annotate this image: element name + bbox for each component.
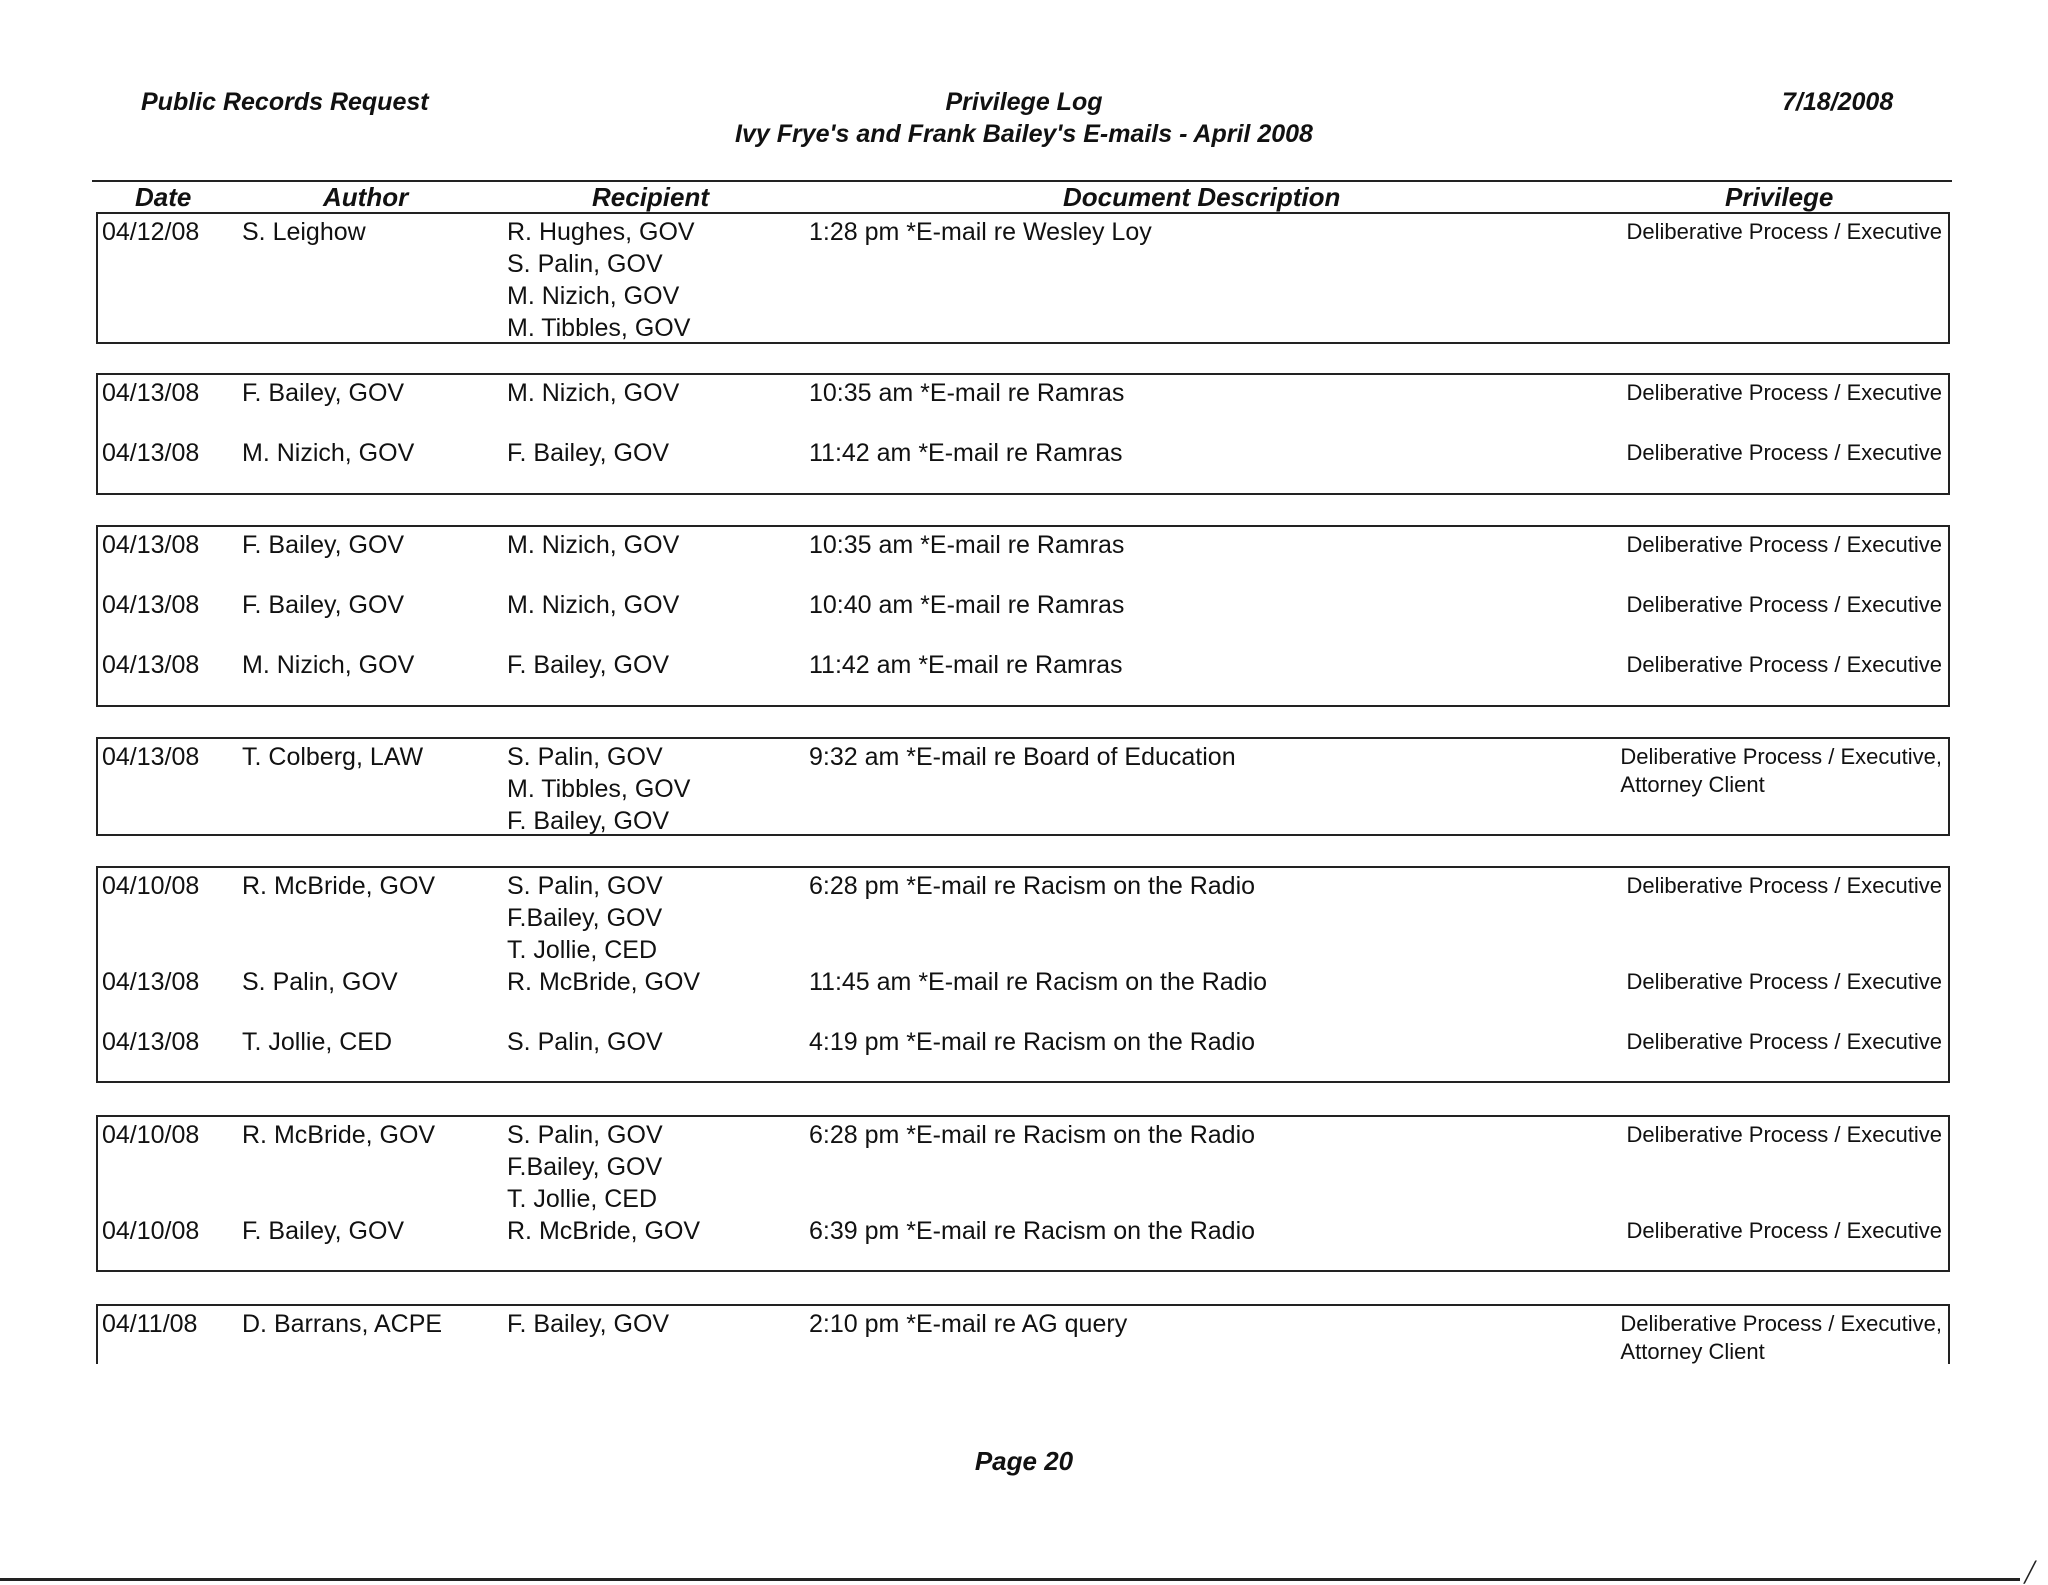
entry-date: 04/13/08 [102, 439, 200, 467]
entry-privilege [1627, 872, 1942, 900]
entry-author: F. Bailey, GOV [242, 379, 405, 407]
log-group [96, 212, 1950, 344]
recipient-name: T. Jollie, CED [507, 1185, 658, 1213]
recipient-name: R. McBride, GOV [507, 968, 701, 996]
recipient-name: M. Nizich, GOV [507, 591, 680, 619]
privilege-text: Attorney Client [1620, 772, 1765, 797]
entry-date: 04/10/08 [102, 1121, 200, 1149]
privilege-text: Deliberative Process / Executive [1626, 969, 1942, 994]
header-title: Privilege Log [945, 88, 1103, 116]
recipient-name: M. Nizich, GOV [507, 531, 680, 559]
entry-date: 04/10/08 [102, 1217, 200, 1245]
entry-description: 6:28 pm *E-mail re Racism on the Radio [809, 1121, 1256, 1149]
entry-author: F. Bailey, GOV [242, 531, 405, 559]
entry-date: 04/13/08 [102, 968, 200, 996]
entry-privilege [1620, 1310, 1942, 1366]
log-group [96, 1304, 1950, 1364]
entry-privilege [1627, 531, 1942, 559]
entry-author: T. Colberg, LAW [242, 743, 424, 771]
entry-date: 04/11/08 [102, 1310, 198, 1338]
entry-recipients [507, 1308, 669, 1340]
entry-recipients [507, 741, 690, 837]
privilege-text: Deliberative Process / Executive [1626, 873, 1942, 898]
entry-recipients [507, 377, 679, 409]
recipient-name: F. Bailey, GOV [507, 807, 670, 835]
entry-date: 04/13/08 [102, 651, 200, 679]
entry-date: 04/12/08 [102, 218, 200, 246]
entry-recipients [507, 437, 669, 469]
recipient-name: F. Bailey, GOV [507, 1310, 670, 1338]
entry-date: 04/13/08 [102, 531, 200, 559]
entry-privilege [1627, 1028, 1942, 1056]
recipient-name: S. Palin, GOV [507, 1028, 663, 1056]
entry-privilege [1627, 1121, 1942, 1149]
entry-date: 04/10/08 [102, 872, 200, 900]
recipient-name: R. McBride, GOV [507, 1217, 701, 1245]
entry-author: F. Bailey, GOV [242, 1217, 405, 1245]
entry-date: 04/13/08 [102, 743, 200, 771]
entry-description: 11:42 am *E-mail re Ramras [809, 651, 1123, 679]
entry-description: 9:32 am *E-mail re Board of Education [809, 743, 1236, 771]
entry-description: 6:39 pm *E-mail re Racism on the Radio [809, 1217, 1256, 1245]
privilege-text: Deliberative Process / Executive, [1620, 1311, 1942, 1336]
recipient-name: F. Bailey, GOV [507, 651, 670, 679]
entry-recipients [507, 870, 663, 966]
column-header-author: Author [323, 182, 409, 212]
recipient-name: R. Hughes, GOV [507, 218, 695, 246]
entry-date: 04/13/08 [102, 379, 200, 407]
privilege-text: Deliberative Process / Executive [1626, 380, 1942, 405]
log-group [96, 866, 1950, 1083]
entry-privilege [1620, 743, 1942, 799]
entry-author: M. Nizich, GOV [242, 439, 415, 467]
recipient-name: M. Nizich, GOV [507, 379, 680, 407]
entry-privilege [1627, 1217, 1942, 1245]
entry-recipients [507, 1119, 663, 1215]
privilege-text: Deliberative Process / Executive [1626, 1122, 1942, 1147]
entry-privilege [1627, 379, 1942, 407]
column-header-description: Document Description [1063, 182, 1341, 212]
entry-recipients [507, 1026, 663, 1058]
recipient-name: M. Tibbles, GOV [507, 314, 691, 342]
privilege-text: Deliberative Process / Executive [1626, 440, 1942, 465]
entry-author: T. Jollie, CED [242, 1028, 393, 1056]
entry-description: 4:19 pm *E-mail re Racism on the Radio [809, 1028, 1256, 1056]
log-group [96, 525, 1950, 707]
log-group [96, 1115, 1950, 1272]
recipient-name: F.Bailey, GOV [507, 904, 663, 932]
privilege-text: Deliberative Process / Executive [1626, 1218, 1942, 1243]
entry-description: 10:40 am *E-mail re Ramras [809, 591, 1125, 619]
privilege-text: Deliberative Process / Executive [1626, 1029, 1942, 1054]
column-header-privilege: Privilege [1725, 182, 1834, 212]
entry-description: 6:28 pm *E-mail re Racism on the Radio [809, 872, 1256, 900]
page-bottom-rule [0, 1578, 2020, 1581]
privilege-text: Deliberative Process / Executive [1626, 532, 1942, 557]
entry-recipients [507, 529, 679, 561]
recipient-name: S. Palin, GOV [507, 743, 663, 771]
page-number: Page 20 [974, 1446, 1074, 1476]
entry-author: S. Leighow [242, 218, 366, 246]
entry-recipients [507, 216, 695, 344]
privilege-text: Deliberative Process / Executive [1626, 652, 1942, 677]
header-subtitle: Ivy Frye's and Frank Bailey's E-mails - April 2008 [735, 120, 1313, 148]
entry-recipients [507, 1215, 700, 1247]
entry-description: 2:10 pm *E-mail re AG query [809, 1310, 1128, 1338]
entry-description: 11:42 am *E-mail re Ramras [809, 439, 1123, 467]
column-header-date: Date [135, 182, 192, 212]
entry-author: R. McBride, GOV [242, 1121, 436, 1149]
privilege-text: Deliberative Process / Executive [1626, 219, 1942, 244]
entry-privilege [1627, 218, 1942, 246]
recipient-name: F. Bailey, GOV [507, 439, 670, 467]
recipient-name: S. Palin, GOV [507, 872, 663, 900]
entry-author: F. Bailey, GOV [242, 591, 405, 619]
recipient-name: S. Palin, GOV [507, 250, 663, 278]
entry-privilege [1627, 651, 1942, 679]
privilege-text: Attorney Client [1620, 1339, 1765, 1364]
column-header-recipient: Recipient [592, 182, 710, 212]
entry-recipients [507, 649, 669, 681]
recipient-name: F.Bailey, GOV [507, 1153, 663, 1181]
privilege-text: Deliberative Process / Executive [1626, 592, 1942, 617]
entry-privilege [1627, 591, 1942, 619]
entry-recipients [507, 589, 679, 621]
header-date: 7/18/2008 [1782, 88, 1894, 116]
recipient-name: M. Tibbles, GOV [507, 775, 691, 803]
entry-date: 04/13/08 [102, 591, 200, 619]
entry-description: 11:45 am *E-mail re Racism on the Radio [809, 968, 1268, 996]
recipient-name: T. Jollie, CED [507, 936, 658, 964]
entry-author: S. Palin, GOV [242, 968, 398, 996]
entry-author: R. McBride, GOV [242, 872, 436, 900]
entry-description: 1:28 pm *E-mail re Wesley Loy [809, 218, 1152, 246]
recipient-name: S. Palin, GOV [507, 1121, 663, 1149]
entry-author: M. Nizich, GOV [242, 651, 415, 679]
entry-description: 10:35 am *E-mail re Ramras [809, 531, 1125, 559]
entry-description: 10:35 am *E-mail re Ramras [809, 379, 1125, 407]
entry-author: D. Barrans, ACPE [242, 1310, 443, 1338]
entry-date: 04/13/08 [102, 1028, 200, 1056]
entry-privilege [1627, 968, 1942, 996]
corner-mark: ╱ [2024, 1562, 2037, 1584]
entry-privilege [1627, 439, 1942, 467]
log-group [96, 373, 1950, 495]
recipient-name: M. Nizich, GOV [507, 282, 680, 310]
privilege-text: Deliberative Process / Executive, [1620, 744, 1942, 769]
header-title-block [0, 86, 2048, 150]
entry-recipients [507, 966, 700, 998]
header-left: Public Records Request [141, 88, 429, 116]
log-group [96, 737, 1950, 836]
